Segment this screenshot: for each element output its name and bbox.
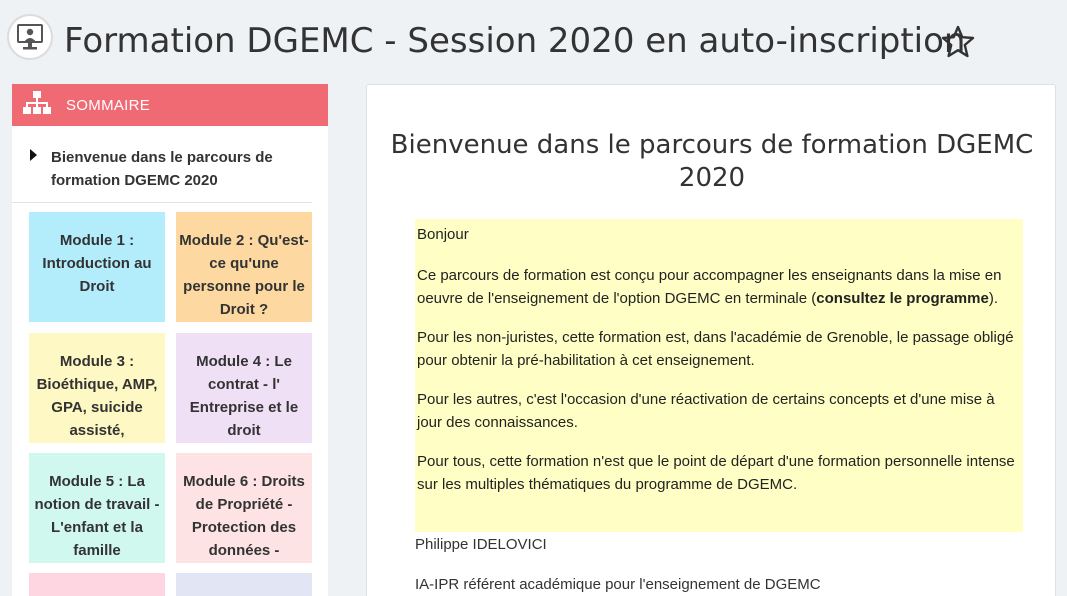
- intro-paragraph: [417, 264, 1021, 310]
- sitemap-icon: [22, 90, 52, 121]
- module-tile-6[interactable]: [176, 453, 312, 563]
- module-label: Module 5 : La notion de travail - L'enfant et la famille: [34, 473, 160, 559]
- presentation-icon: [7, 14, 53, 60]
- module-tile-5[interactable]: [29, 453, 165, 563]
- module-label: Module 4 : Le contrat - l' Entreprise et le droit: [189, 353, 299, 439]
- sommaire-header: [12, 84, 328, 126]
- module-label: Module 6 : Droits de Propriété - Protection des données -: [183, 473, 305, 559]
- non-juristes-paragraph: Pour les non-juristes, cette formation est, dans l'académie de Grenoble, le passage obligé pour obtenir la pré-habilitation à cet enseignement.: [417, 329, 1014, 369]
- main-content: [366, 84, 1056, 596]
- star-outline-icon[interactable]: [940, 24, 976, 60]
- module-tile-8[interactable]: [176, 573, 312, 596]
- tous-paragraph: Pour tous, cette formation n'est que le point de départ d'une formation personnelle intense sur les multiples thématiques du programme de DGEMC.: [417, 453, 1015, 493]
- sommaire-item-intro[interactable]: [12, 126, 312, 203]
- content-title: Bienvenue dans le parcours de formation DGEMC 2020: [390, 130, 1034, 193]
- signature-role: IA-IPR référent académique pour l'enseignement de DGEMC: [415, 576, 821, 593]
- intro-paragraph-end: ).: [988, 290, 998, 307]
- module-tile-3[interactable]: [29, 333, 165, 443]
- module-label: Module 1 : Introduction au Droit: [42, 232, 152, 295]
- module-tile-2[interactable]: [176, 212, 312, 322]
- page-title: Formation DGEMC - Session 2020 en auto-inscription: [64, 21, 966, 61]
- welcome-highlight-box: [415, 219, 1023, 532]
- sommaire-label: SOMMAIRE: [66, 96, 151, 114]
- intro-paragraph-text: Ce parcours de formation est conçu pour accompagner les enseignants dans la mise en oeuvre de l'enseignement de l'option DGEMC en terminale (: [417, 267, 1002, 307]
- module-label: Module 3 : Bioéthique, AMP, GPA, suicide assisté,: [36, 353, 158, 439]
- greeting-text: Bonjour: [417, 226, 469, 243]
- page-header: [0, 0, 1067, 82]
- module-tile-7[interactable]: [29, 573, 165, 596]
- signature-name: Philippe IDELOVICI: [415, 536, 547, 553]
- module-tile-4[interactable]: [176, 333, 312, 443]
- module-label: Module 2 : Qu'est-ce qu'une personne pour le Droit ?: [179, 232, 309, 318]
- programme-link[interactable]: consultez le programme: [816, 290, 989, 307]
- triangle-right-icon: [30, 149, 37, 161]
- module-tile-1[interactable]: [29, 212, 165, 322]
- autres-paragraph: Pour les autres, c'est l'occasion d'une réactivation de certains concepts et d'une mise à jour des connaissances.: [417, 391, 995, 431]
- sommaire-item-label: Bienvenue dans le parcours de formation DGEMC 2020: [51, 149, 273, 189]
